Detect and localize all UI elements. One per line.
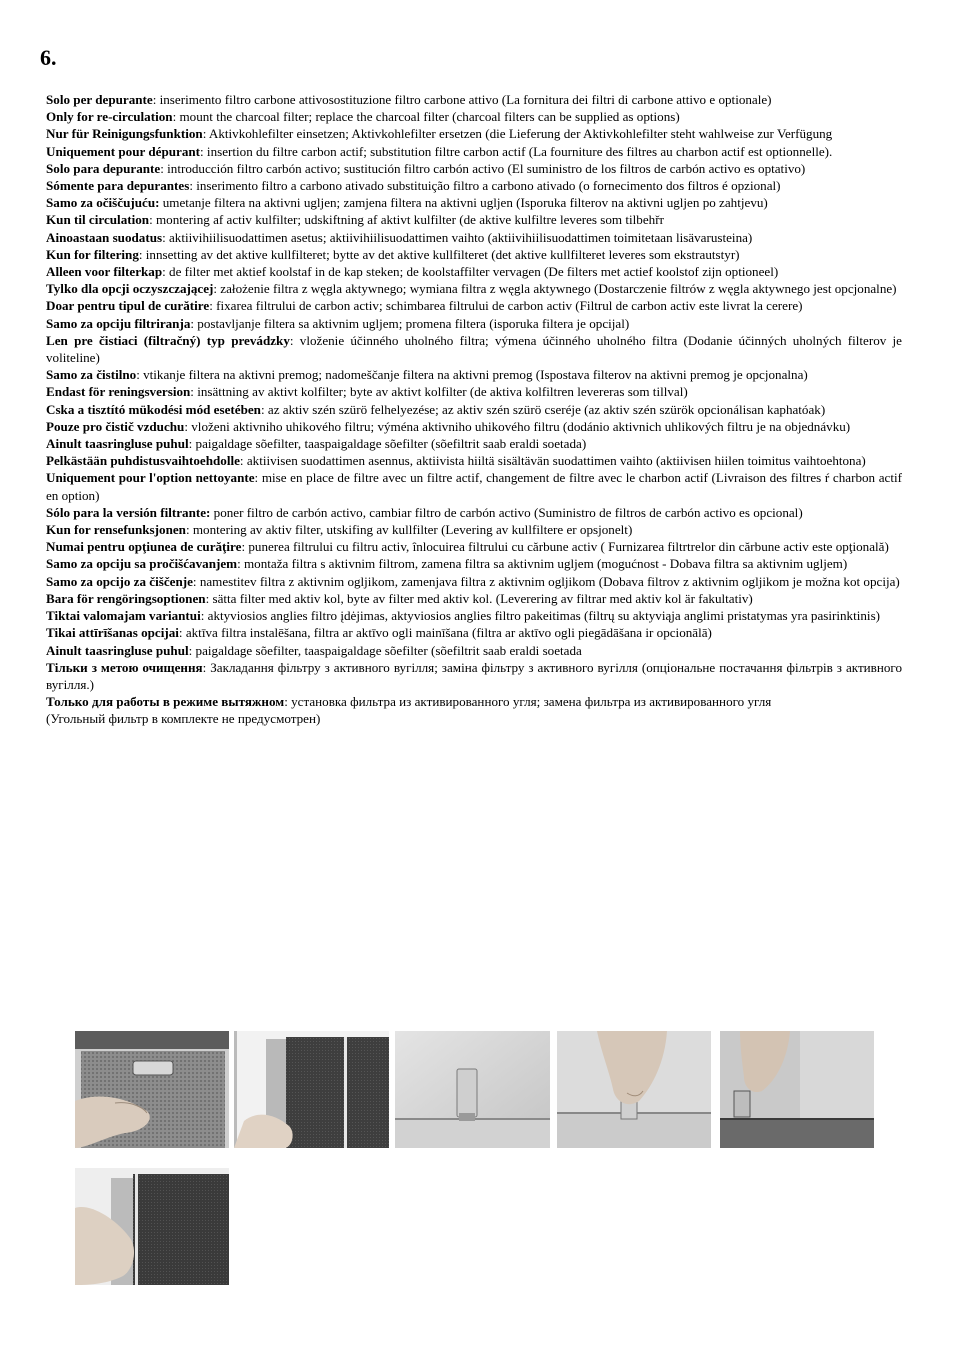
entry-label: Nur für Reinigungsfunktion (46, 126, 203, 142)
entry-label: Только для работы в режиме вытяжном (46, 694, 285, 710)
instruction-entry-da (46, 211, 902, 228)
entry-text: : montaža filtra s aktivnim filtrom, zamena filtra sa aktivnim ugljem (mogućnost - Dobava filtra sa aktivnim ugljem) (237, 556, 848, 572)
instruction-entry-ro (46, 297, 902, 314)
entry-text: : vtikanje filtera na aktivni premog; nadomeščanje filtera na aktivni premog (Ispostava filterov na aktivni premog je opcjonalna) (136, 367, 808, 383)
entry-text: : fixarea filtrului de carbon activ; schimbarea filtrului de carbon activ (Filtrul de carbon activ este livrat la cerere) (209, 298, 803, 314)
entry-text: : innsetting av det aktive kullfilteret; bytte av det aktive kullfilteret (det aktive kullfilteret leveres som ekstrautstyr) (138, 246, 740, 262)
entry-text: : mount the charcoal filter; replace the charcoal filter (charcoal filters can be supplied as options) (172, 109, 680, 125)
entry-text: : aktyviosios anglies filtro įdėjimas, aktyviosios anglies filtro pakeitimas (filtrų su aktyviąja anglimi pristatymas yra pasirinktinis) (200, 608, 881, 624)
instruction-entry-et (46, 435, 902, 452)
instruction-entry-pt (46, 177, 902, 194)
entry-label: Numai pentru opţiunea de curăţire (46, 539, 242, 555)
entry-text: umetanje filtera na aktivni ugljen; zamjena filtera na aktivni ugljen (Isporuka filterov na aktivni ugljen po zahtjevu) (159, 195, 768, 211)
photo-hood-clip-finger (557, 1031, 711, 1148)
entry-label: Samo za čistilno (46, 367, 137, 383)
photo-charcoal-filter-mount (234, 1031, 389, 1148)
entry-text: : postavljanje filtera sa aktivnim ugljem; promena filtera (isporuka filtera je opcijal) (190, 315, 630, 331)
instruction-entry-lt (46, 607, 902, 624)
instruction-entry-es (46, 160, 902, 177)
entry-text: : inserimento filtro a carbono ativado substituição filtro a carbono ativado (o fornecimento dos filtros é opzional) (189, 178, 781, 194)
entry-label: Uniquement pour dépurant (46, 143, 201, 159)
instruction-entry-sl2 (46, 573, 902, 590)
instruction-entry-lv (46, 624, 902, 641)
entry-text: : insättning av aktivt kolfilter; byte av aktivt kolfilter (de aktiva kolfiltren levereras som tillval) (190, 384, 688, 400)
photo-hood-clip (395, 1031, 550, 1148)
instruction-entry-fr (46, 143, 902, 160)
entry-text: : paigaldage sõefilter, taaspaigaldage sõefilter (sõefiltrit saab eraldi soetada (188, 642, 582, 658)
entry-label: Ainult taasringluse puhul (46, 642, 189, 658)
instruction-entry-sr (46, 315, 902, 332)
instruction-entry-sv2 (46, 590, 902, 607)
instruction-entry-cs (46, 418, 902, 435)
entry-label: Ainult taasringluse puhul (46, 436, 189, 452)
entry-text: : установка фильтра из активированного угля; замена фильтра из активированного угля (284, 694, 772, 710)
instruction-text (46, 91, 902, 728)
entry-text: : insertion du filtre carbon actif; substitution filtre carbon actif (La fourniture des filtres au charbon actif est optionnelle). (200, 143, 833, 159)
entry-label: Alleen voor filterkap (46, 264, 163, 280)
photo-charcoal-filter-replace (75, 1168, 229, 1285)
instruction-entry-fi (46, 229, 902, 246)
entry-label: Only for re-circulation (46, 109, 173, 125)
entry-text: : namestitev filtra z aktivnim ogljikom, zamenjava filtra z aktivnim ogljikom (Dobava filtrov z aktivnim ogljikom je možna kot opcija) (192, 573, 900, 589)
instruction-entry-de (46, 125, 902, 142)
photo-filter-grille-hand (75, 1031, 229, 1148)
entry-text: : introducción filtro carbón activo; sustitución filtro carbón activo (El suministro de los filtros de carbón activo es optativo) (160, 160, 806, 176)
instruction-entry-fr2 (46, 469, 902, 503)
entry-label: Pelkästään puhdistusvaihtoehdolle (46, 453, 240, 469)
entry-label: Samo za očiščujuću: (46, 195, 160, 211)
entry-text: : vloženi aktivniho uhikového filtru; výména aktivniho uhikového filtru (dodánio aktivnich uhlikových filtru je na objednávku) (184, 418, 851, 434)
entry-text: : montering av aktiv filter, utskifing av kullfilter (Levering av kullfiltere er opsjonelt) (185, 522, 633, 538)
entry-label: Tikai attīrīšanas opcijai (46, 625, 179, 641)
entry-text: : założenie filtra z węgla aktywnego; wymiana filtra z węgla aktywnego (Dostarczenie filtrów z węgla aktywnego jest opcjonalne) (213, 281, 897, 297)
entry-label: Endast för reningsversion (46, 384, 191, 400)
entry-label: Kun til circulation (46, 212, 150, 228)
entry-label: Pouze pro čistič vzduchu (46, 418, 185, 434)
instruction-entry-sv (46, 383, 902, 400)
instruction-entry-et2 (46, 642, 902, 659)
entry-label: Tiktai valomajam variantui (46, 608, 201, 624)
entry-label: Samo za opcijo za čiščenje (46, 573, 193, 589)
entry-label: Sólo para la versión filtrante: (46, 504, 211, 520)
entry-label: Тільки з метою очищення (46, 659, 203, 675)
entry-label: Kun for filtering (46, 246, 139, 262)
instruction-entry-no (46, 246, 902, 263)
entry-label: Samo za opciju filtriranja (46, 315, 191, 331)
entry-label: Len pre čistiaci (filtračný) typ prevádzky (46, 332, 290, 348)
entry-text: : paigaldage sõefilter, taaspaigaldage sõefilter (sõefiltrit saab eraldi soetada) (188, 436, 587, 452)
instruction-entry-es2 (46, 504, 902, 521)
photo-hood-edge-release (720, 1031, 874, 1148)
entry-text: : aktīva filtra instalēšana, filtra ar aktīvo ogli mainīšana (filtra ar aktīvo ogli piegādāšana ir opcionālā) (178, 625, 712, 641)
instruction-entry-nl (46, 263, 902, 280)
entry-text: : mise en place de filtre avec un filtre actif, changement de filtre avec le charbon actif (Livraison des filtres ŕ charbon actif en option) (46, 470, 902, 503)
entry-label: Bara för rengöringsoptionen (46, 590, 206, 606)
entry-label: Doar pentru tipul de curătire (46, 298, 210, 314)
instruction-entry-sr2 (46, 555, 902, 572)
entry-text: : de filter met aktief koolstaf in de kap steken; de koolstaffilter vervagen (De filters met actief koolstof zijn optioneel) (162, 264, 779, 280)
entry-text: : aktiivihiilisuodattimen asetus; aktiivihiilisuodattimen vaihto (aktiivihiilisuodattimen toimitetaan lisävarusteina) (162, 229, 753, 245)
entry-text: : montering af activ kulfilter; udskiftning af aktivt kulfilter (de aktive kulfiltre leveres som tilbehřr (149, 212, 664, 228)
entry-label: Tylko dla opcji oczyszczającej (46, 281, 214, 297)
instruction-entry-en (46, 108, 902, 125)
entry-text: : sätta filter med aktiv kol, byte av filter med aktiv kol. (Leverering av filtrar med aktiv kol är fakultativ) (205, 590, 753, 606)
entry-label: Ainoastaan suodatus (46, 229, 163, 245)
entry-text: : inserimento filtro carbone attivosostituzione filtro carbone attivo (La fornitura dei filtri di carbone attivo e optionale) (152, 92, 772, 107)
entry-text: (Угольный фильтр в комплекте не предусмотрен) (46, 711, 321, 727)
instruction-entry-pl (46, 280, 902, 297)
instruction-entry-hr (46, 194, 902, 211)
instruction-entry-ru-note (46, 710, 902, 727)
entry-label: Solo para depurante (46, 160, 161, 176)
page-number: 6. (40, 45, 57, 70)
instruction-entry-fi2 (46, 452, 902, 469)
entry-text: : Aktivkohlefilter einsetzen; Aktivkohlefilter ersetzen (die Lieferung der Aktivkohlefilter steht wahlweise zur Verfügung (202, 126, 833, 142)
entry-label: Uniquement pour l'option nettoyante (46, 470, 255, 486)
entry-text: : aktiivisen suodattimen asennus, aktiivista hiiltä sisältävän suodattimen vaihto (aktiivisen hiilen toimitus vaihtoehtona) (239, 453, 866, 469)
instruction-entry-ru (46, 693, 902, 710)
instruction-entry-no2 (46, 521, 902, 538)
entry-label: Solo per depurante (46, 92, 153, 107)
instruction-entry-hu (46, 401, 902, 418)
instruction-entry-it (46, 91, 902, 108)
instruction-entry-uk (46, 659, 902, 693)
instruction-entry-sl (46, 366, 902, 383)
entry-label: Kun for rensefunksjonen (46, 522, 186, 538)
instruction-entry-sk (46, 332, 902, 366)
entry-text: : vloženie účinného uholného filtra; výmena účinného uholného filtra (Dodanie účinných uholných filterov je voliteline) (46, 332, 902, 366)
entry-label: Cska a tisztító mükodési mód esetében (46, 401, 261, 417)
entry-text: : az aktiv szén szürö felhelyezése; az aktiv szén szürö cseréje (az aktiv szén szürök opcionálisan kaphatóak) (260, 401, 826, 417)
entry-text: : Закладання фільтру з активного вугілля; заміна фільтру з активного вугілля (опціональне постачання фільтрів з активного вугілля.) (46, 659, 903, 692)
entry-text: poner filtro de carbón activo, cambiar filtro de carbón activo (Suministro de filtros de carbón activo es opcional) (210, 504, 803, 520)
entry-label: Sómente para depurantes (46, 178, 190, 194)
entry-text: : punerea filtrului cu filtru activ, înlocuirea filtrului cu cărbune activ ( Furnizarea filtrtrelor din cărbune activ este opţională) (241, 539, 889, 555)
entry-label: Samo za opciju sa pročišćavanjem (46, 556, 238, 572)
instruction-entry-ro2 (46, 538, 902, 555)
